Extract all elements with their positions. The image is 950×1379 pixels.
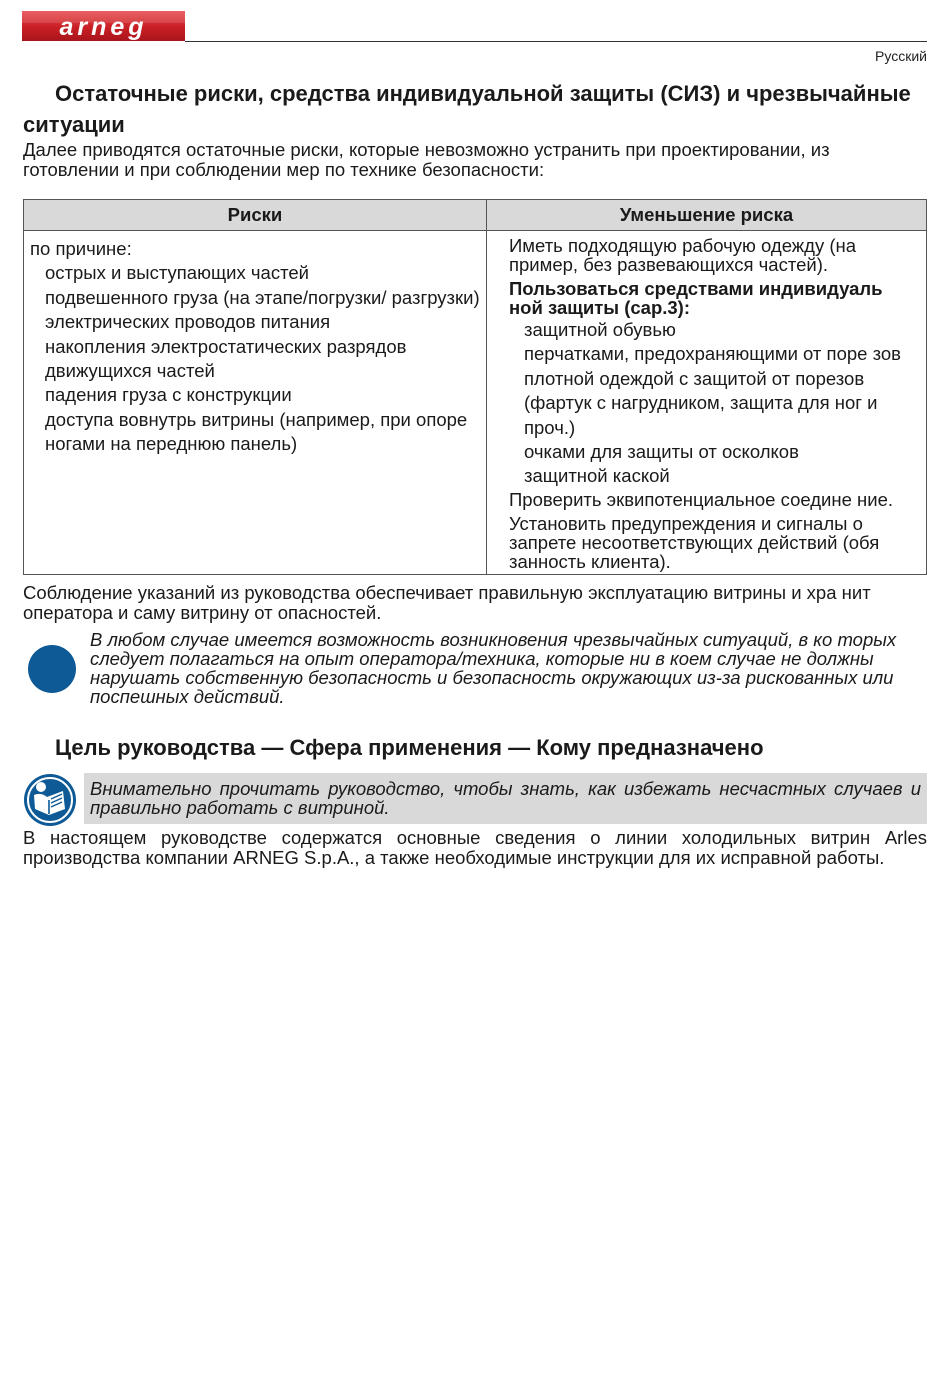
emergency-note: [23, 630, 927, 706]
read-manual-icon: [23, 773, 77, 827]
header-rule: [185, 41, 927, 42]
blue-circle-icon: [28, 645, 76, 693]
clothing-text: Иметь подходящую рабочую одежду (на пример, без развевающихся частей).: [509, 235, 857, 275]
arneg-logo: [22, 11, 185, 41]
list-item: подвешенного груза (на этапе/погрузки/ разгрузки): [45, 286, 480, 308]
after-table-text: Соблюдение указаний из руководства обеспечивает правильную эксплуатацию витрины и хра нит оператора и саму витрину от опасностей.: [23, 581, 871, 623]
table-header-row: [24, 200, 927, 231]
column-header-mitigation: Уменьшение риска: [487, 200, 927, 231]
risks-intro: Далее приводятся остаточные риски, которые невозможно устранить при проектировании, из готовлении и при соблюдении мер по технике безопасности:: [23, 139, 830, 180]
column-header-risks: Риски: [24, 200, 487, 231]
list-item: очками для защиты от осколков: [524, 441, 799, 463]
section-title-manual: Цель руководства — Сфера применения — Кому предназначено: [55, 734, 764, 760]
list-item: перчатками, предохраняющими от поре зов: [524, 343, 901, 365]
list-item: накопления электростатических разрядов: [45, 335, 407, 357]
list-item: острых и выступающих частей: [45, 262, 309, 284]
equipotential-text: Проверить эквипотенциальное соедине ние.: [509, 488, 893, 510]
risks-cell: [24, 231, 487, 575]
svg-text:arneg: arneg: [59, 13, 148, 41]
section-title-risks: Остаточные риски, средства индивидуальной защиты (СИЗ) и чрезвычайные ситуации: [23, 81, 911, 137]
ppe-title: Пользоваться средствами индивидуаль ной защиты (cap.3):: [509, 278, 883, 318]
risks-table: [23, 199, 927, 575]
list-item: падения груза с конструкции: [45, 384, 292, 406]
list-item: плотной одеждой с защитой от порезов (фартук с нагрудником, защита для ног и проч.): [524, 367, 878, 438]
list-item: электрических проводов питания: [45, 311, 331, 333]
language-label: Русский: [875, 48, 927, 64]
table-row: [24, 231, 927, 575]
manual-body-text: В настоящем руководстве содержатся основные сведения о линии холодильных витрин Arles производства компании ARNEG S.p.A., а также необходимые инструкции для их исправной работы.: [23, 826, 927, 868]
warnings-text: Установить предупреждения и сигналы о запрете несоответствующих действий (обя занность клиента).: [509, 512, 880, 572]
risks-lead: по причине:: [30, 238, 132, 259]
list-item: движущихся частей: [45, 360, 215, 382]
list-item: доступа вовнутрь витрины (например, при опоре ногами на переднюю панель): [45, 408, 468, 455]
mitigation-cell: [487, 231, 927, 575]
manual-note-text: Внимательно прочитать руководство, чтобы знать, как избежать несчастных случаев и правильно работать с витриной.: [84, 773, 927, 824]
emergency-note-text: В любом случае имеется возможность возникновения чрезвычайных ситуаций, в ко торых следует полагаться на опыт оператора/техника, которые ни в коем случае не должны нарушать собственную безопасность и безопасность окружающих из-за рискованных или поспешных действий.: [90, 628, 897, 707]
list-item: защитной каской: [524, 465, 670, 487]
manual-note: [23, 773, 927, 827]
page-content: [23, 78, 927, 868]
list-item: защитной обувью: [524, 319, 676, 340]
